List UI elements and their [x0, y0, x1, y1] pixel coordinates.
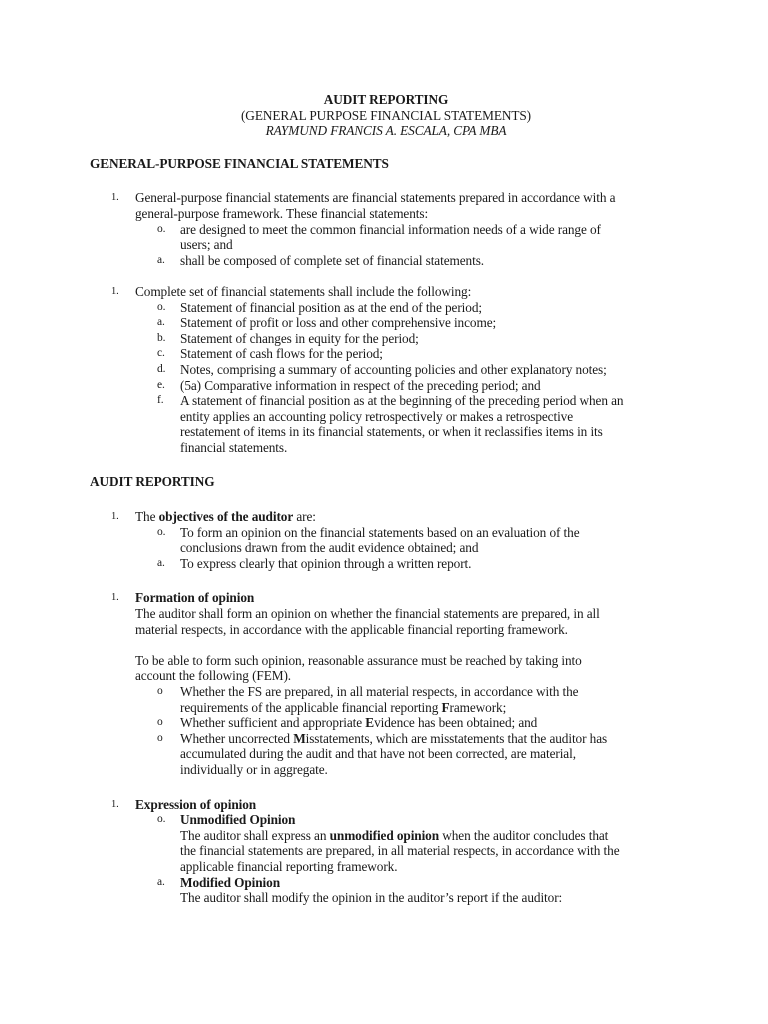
sub-list-item: o Whether uncorrected Misstatements, which are misstatements that the auditor has accumulated during the audit and that have not been corrected, are material, individually or in aggregate. — [157, 730, 608, 777]
list-item — [90, 284, 682, 456]
list-text: Complete set of financial statements shall include the following: — [135, 283, 472, 299]
sub-list-item: d. Notes, comprising a summary of accounting policies and other explanatory notes; — [157, 361, 607, 377]
sub-list-item: o. To form an opinion on the financial statements based on an evaluation of the conclusions drawn from the audit evidence obtained; and — [157, 524, 580, 556]
sub-list-item: a. To express clearly that opinion through a written report. — [157, 555, 472, 571]
doc-subtitle: (GENERAL PURPOSE FINANCIAL STATEMENTS) — [240, 107, 531, 123]
list-text: General-purpose financial statements are financial statements prepared in accordance with a general-purpose framework. These financial statements: — [135, 190, 616, 221]
sub-list-item: o Whether the FS are prepared, in all material respects, in accordance with the requirements of the applicable financial reporting Framework; — [157, 684, 579, 715]
sub-list-item: b. Statement of changes in equity for the period; — [157, 330, 419, 346]
list-number: 1. — [111, 192, 119, 204]
sub-list-item: o. are designed to meet the common financial information needs of a wide range of users; and — [157, 221, 601, 253]
sub-list-item: c. Statement of cash flows for the period; — [157, 346, 383, 362]
list-item: 1. Formation of opinion The auditor shall form an opinion on whether the financial statements are prepared, in all material respects, in accordance with the applicable financial reporting framework. To be able to form such opinion, reasonable assurance must be reached by taking into account the following (FEM). o Whether the FS are prepared, in all material respects, in accordance with the requirements of the applicable financial reporting Framework; o Whether sufficient and appropriate Evidence has been obtained; and o Whether uncorrected Misstatements, which are misstatements that the auditor has accumulated during the audit and that have not been corrected, are material, individually or in aggregate. — [90, 590, 682, 777]
doc-author: RAYMUND FRANCIS A. ESCALA, CPA MBA — [265, 123, 507, 139]
sub-list-item: a. Statement of profit or loss and other comprehensive income; — [157, 315, 497, 331]
sub-list-item: o Whether sufficient and appropriate Evidence has been obtained; and — [157, 715, 538, 731]
document-page — [90, 92, 682, 906]
sub-list-item-unmodified: o. Unmodified Opinion The auditor shall express an unmodified opinion when the auditor concludes that the financial statements are prepared, in all material respects, in accordance with the applicable financial reporting framework. — [157, 812, 620, 874]
item-title-formation: Formation of opinion — [135, 590, 255, 606]
sub-list-item: f. A statement of financial position as at the beginning of the preceding period when an entity applies an accounting policy retrospectively or makes a retrospective restatement of items in its financial statements, or when it reclassifies items in its financial statements. — [157, 393, 624, 455]
list-number: 1. — [111, 798, 119, 810]
section-heading-gpfs: GENERAL-PURPOSE FINANCIAL STATEMENTS — [90, 155, 389, 171]
section-heading-audit-reporting: AUDIT REPORTING — [90, 474, 215, 490]
list-item — [90, 190, 682, 268]
sub-marker: a. — [157, 253, 165, 266]
list-number: 1. — [111, 285, 119, 297]
list-number: 1. — [111, 592, 119, 604]
doc-title: AUDIT REPORTING — [323, 92, 449, 107]
sub-marker: o. — [157, 222, 166, 235]
sub-list-item: a. shall be composed of complete set of financial statements. — [157, 252, 484, 268]
sub-list-item-modified: a. Modified Opinion The auditor shall modify the opinion in the auditor’s report if the auditor: — [157, 874, 563, 906]
sub-list-item: e. (5a) Comparative information in respect of the preceding period; and — [157, 377, 541, 393]
item-title-expression: Expression of opinion — [135, 796, 257, 812]
list-number: 1. — [111, 511, 119, 523]
sub-list-item: o. Statement of financial position as at the end of the period; — [157, 299, 482, 315]
list-text: The objectives of the auditor are: — [135, 509, 316, 525]
list-item — [90, 797, 682, 906]
list-item — [90, 509, 682, 571]
